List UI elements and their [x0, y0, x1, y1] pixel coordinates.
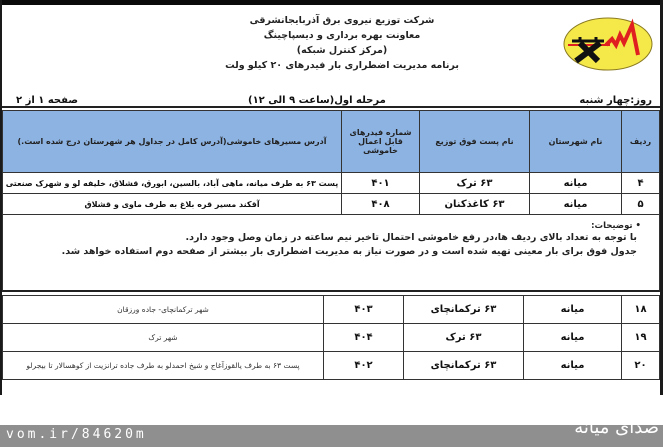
city: میانه: [524, 324, 622, 352]
feeder: ۴۰۲: [324, 352, 404, 380]
outage-table-page2: [2, 295, 660, 380]
city: میانه: [524, 296, 622, 324]
notes-title: • توضیحات:: [591, 221, 641, 231]
table-row: [3, 324, 660, 352]
tavanir-logo-icon: [562, 15, 654, 73]
city: میانه: [530, 173, 622, 194]
table-row: [3, 173, 660, 194]
table-row: [3, 296, 660, 324]
org-line-company: شرکت توزیع نیروی برق آذربایجانشرقی: [249, 15, 435, 26]
row-number: ۲۰: [622, 352, 660, 380]
notes-section: [2, 215, 660, 292]
day-label: روز:چهار شنبه: [579, 95, 652, 106]
note-line: با توجه به تعداد بالای ردیف ها،در رفع خاموشی احتمال تاخیر نیم ساعته در زمان وصل وجود دارد.: [185, 232, 637, 243]
col-row: ردیف: [622, 111, 660, 173]
substation: ۶۳ ترک: [420, 173, 530, 194]
org-line-center: (مرکز کنترل شبکه): [296, 45, 388, 56]
row-number: ۱۹: [622, 324, 660, 352]
watermark-bar: [0, 417, 663, 447]
org-line-program: برنامه مدیریت اضطراری بار فیدرهای ۲۰ کیلو ولت: [225, 60, 459, 71]
address: پست ۶۳ به طرف یالقوزآغاج و شیخ احمدلو به طرف جاده ترانزیت از کوهسالار تا بیجرلو: [3, 352, 324, 380]
city: میانه: [530, 194, 622, 215]
note-line: جدول فوق برای بار معینی تهیه شده است و در صورت نیاز به مدیریت اضطراری بار بیشتر از صفحه دوم استفاده خواهد شد.: [61, 246, 637, 257]
feeder: ۴۰۱: [342, 173, 420, 194]
table-header-row: [3, 111, 660, 173]
row-number: ۱۸: [622, 296, 660, 324]
table-row: [3, 194, 660, 215]
city: میانه: [524, 352, 622, 380]
substation: ۶۳ ترک: [404, 324, 524, 352]
substation: ۶۳ ترکمانچای: [404, 352, 524, 380]
row-number: ۴: [622, 173, 660, 194]
source-url: vom.ir/84620m: [6, 427, 147, 442]
feeder: ۴۰۴: [324, 324, 404, 352]
feeder: ۴۰۳: [324, 296, 404, 324]
document-header: [2, 5, 660, 108]
outage-table-page1: [2, 110, 660, 215]
stage-label: مرحله اول(ساعت ۹ الی ۱۲): [248, 95, 386, 106]
table-row: [3, 352, 660, 380]
page-number: صفحه ۱ از ۲: [16, 95, 78, 106]
address: شهر ترکمانچای- جاده ورزقان: [3, 296, 324, 324]
address: شهر ترک: [3, 324, 324, 352]
col-city: نام شهرستان: [530, 111, 622, 173]
row-number: ۵: [622, 194, 660, 215]
col-address: آدرس مسیرهای خاموشی(آدرس کامل در جداول هر شهرستان درج شده است.): [3, 111, 342, 173]
organization-title: [152, 13, 532, 73]
feeder: ۴۰۸: [342, 194, 420, 215]
org-line-deputy: معاونت بهره برداری و دیسپاچینگ: [263, 30, 421, 41]
substation: ۶۳ ترکمانچای: [404, 296, 524, 324]
col-feeder: شماره فیدرهای قابل اعمال خاموشی: [342, 111, 420, 173]
substation: ۶۳ کاغذکنان: [420, 194, 530, 215]
address: پست ۶۳ به طرف میانه، ماهی آباد، بالسین، ابورق، قشلاق، خلیفه لو و شهرک صنعتی: [3, 173, 342, 194]
address: آقکند مسیر قره بلاغ به طرف ماوی و قشلاق: [3, 194, 342, 215]
brand-watermark: صدای میانه: [574, 417, 659, 438]
col-substation: نام پست فوق توزیع: [420, 111, 530, 173]
